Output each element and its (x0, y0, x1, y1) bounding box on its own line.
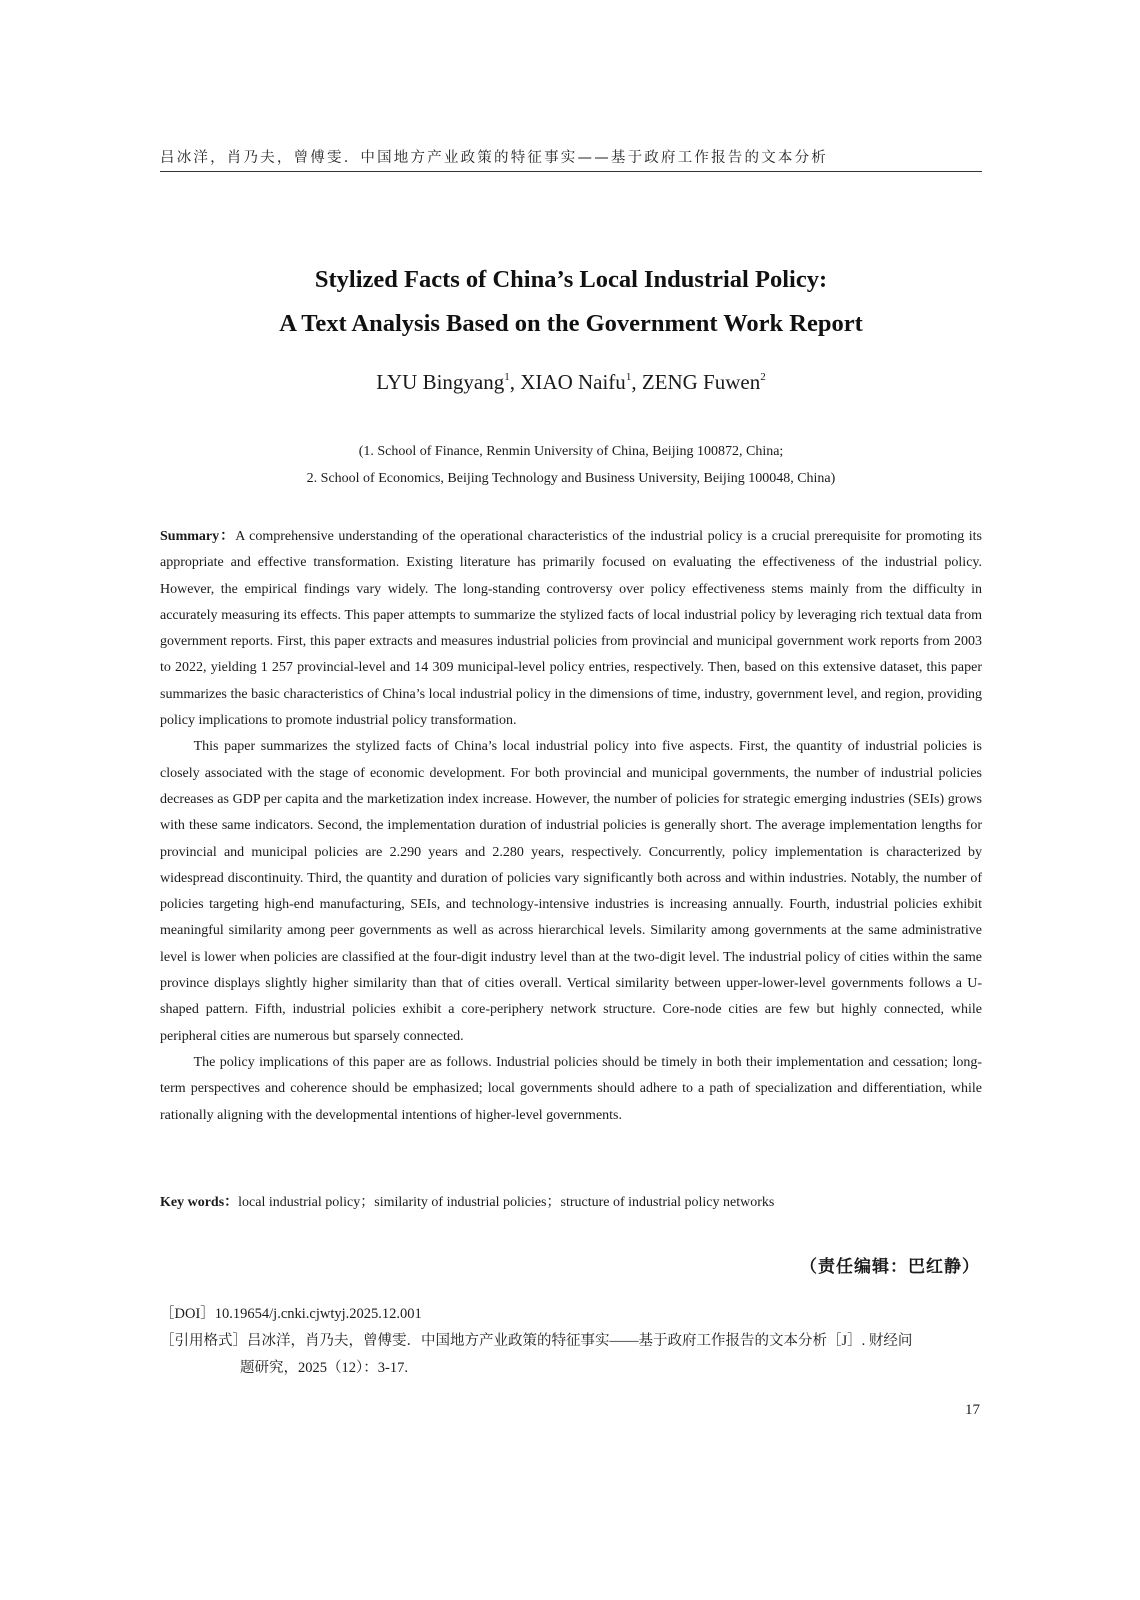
keywords-label: Key words (160, 1195, 225, 1210)
summary-label: Summary (160, 529, 220, 544)
keywords-text: local industrial policy；similarity of industrial policies；structure of industrial policy networks (238, 1195, 775, 1210)
author-affiliation-mark: 1 (504, 371, 510, 383)
title-line-2: A Text Analysis Based on the Government Work Report (279, 310, 863, 337)
summary-paragraph: This paper summarizes the stylized facts of China’s local industrial policy into five aspects. First, the quantity of industrial policies is closely associated with the stage of economic development. For both provincial and municipal governments, the number of industrial policies decreases as GDP per capita and the marketization index increase. However, the number of policies for strategic emerging industries (SEIs) grows with these same indicators. Second, the implementation duration of industrial policies is generally short. The average implementation lengths for provincial and municipal policies are 2.290 years and 2.280 years, respectively. Concurrently, policy implementation is characterized by widespread discontinuity. Third, the quantity and duration of policies vary significantly both across and within industries. Notably, the number of policies targeting high-end manufacturing, SEIs, and technology-intensive industries is increasing annually. Fourth, industrial policies exhibit meaningful similarity among peer governments as well as across hierarchical levels. Similarity among governments at the same administrative level is lower when policies are classified at the four-digit industry level than at the two-digit level. The industrial policy of cities within the same province displays slightly higher similarity than that of cities overall. Vertical similarity between upper-lower-level governments follows a U-shaped pattern. Fifth, industrial policies exhibit a core-periphery network structure. Core-node cities are few but highly connected, while peripheral cities are numerous but sparsely connected. (160, 739, 982, 1044)
summary-label-separator: ： (219, 529, 236, 544)
summary-paragraph: The policy implications of this paper are as follows. Industrial policies should be timely in both their implementation and cessation; long-term perspectives and coherence should be emphasized; local governments should adhere to a path of specialization and differentiation, while rationally aligning with the developmental intentions of higher-level governments. (160, 1054, 982, 1123)
author-affiliation-mark: 1 (625, 371, 632, 383)
header-rule (160, 171, 982, 172)
summary-paragraph (160, 524, 982, 734)
summary-text: A comprehensive understanding of the operational characteristics of the industrial policy is a crucial prerequisite for promoting its appropriate and effective transformation. Existing literature has primarily focused on evaluating the effectiveness of the industrial policy. However, the empirical findings vary widely. The long-standing controversy over policy effectiveness stems mainly from the difficulty in accurately measuring its effects. This paper attempts to summarize the stylized facts of local industrial policy by leveraging rich textual data from government reports. First, this paper extracts and measures industrial policies from provincial and municipal government work reports from 2003 to 2022, yielding 1 257 provincial-level and 14 309 municipal-level policy entries, respectively. Then, based on this extensive dataset, this paper summarizes the basic characteristics of China’s local industrial policy in the dimensions of time, industry, government level, and region, providing policy implications to promote industrial policy transformation. (160, 529, 983, 729)
author-affiliation-mark: 2 (760, 371, 766, 383)
author-separator: , (631, 370, 642, 394)
keywords-label-separator: ： (224, 1195, 239, 1210)
paper-title (160, 258, 982, 346)
title-line-1: Stylized Facts of China’s Local Industrial Policy: (314, 266, 828, 293)
author-separator: , (509, 370, 521, 394)
summary-section (160, 524, 982, 1129)
citation-line: ［引用格式］吕冰洋，肖乃夫，曾傅雯．中国地方产业政策的特征事实——基于政府工作报告的文本分析［J］. 财经问 (160, 1333, 913, 1349)
author-name: ZENG Fuwen (641, 370, 761, 394)
affiliation-line: (1. School of Finance, Renmin University of China, Beijing 100872, China; (358, 444, 784, 459)
author-name: XIAO Naifu (520, 370, 626, 394)
doi: ［DOI］10.19654/j.cnki.cjwtyj.2025.12.001 (160, 1306, 422, 1322)
keywords (160, 1190, 982, 1216)
page-number: 17 (965, 1402, 980, 1418)
citation-line: 题研究，2025（12）：3-17. (240, 1360, 408, 1376)
author-list (160, 370, 982, 395)
running-header: 吕冰洋，肖乃夫，曾傅雯．中国地方产业政策的特征事实——基于政府工作报告的文本分析 (160, 150, 828, 166)
author-name: LYU Bingyang (376, 370, 505, 394)
affiliations (160, 438, 982, 492)
affiliation-line: 2. School of Economics, Beijing Technology and Business University, Beijing 100048, China) (306, 471, 836, 486)
citation (160, 1328, 982, 1382)
editor-note: （责任编辑：巴红静） (800, 1257, 980, 1277)
